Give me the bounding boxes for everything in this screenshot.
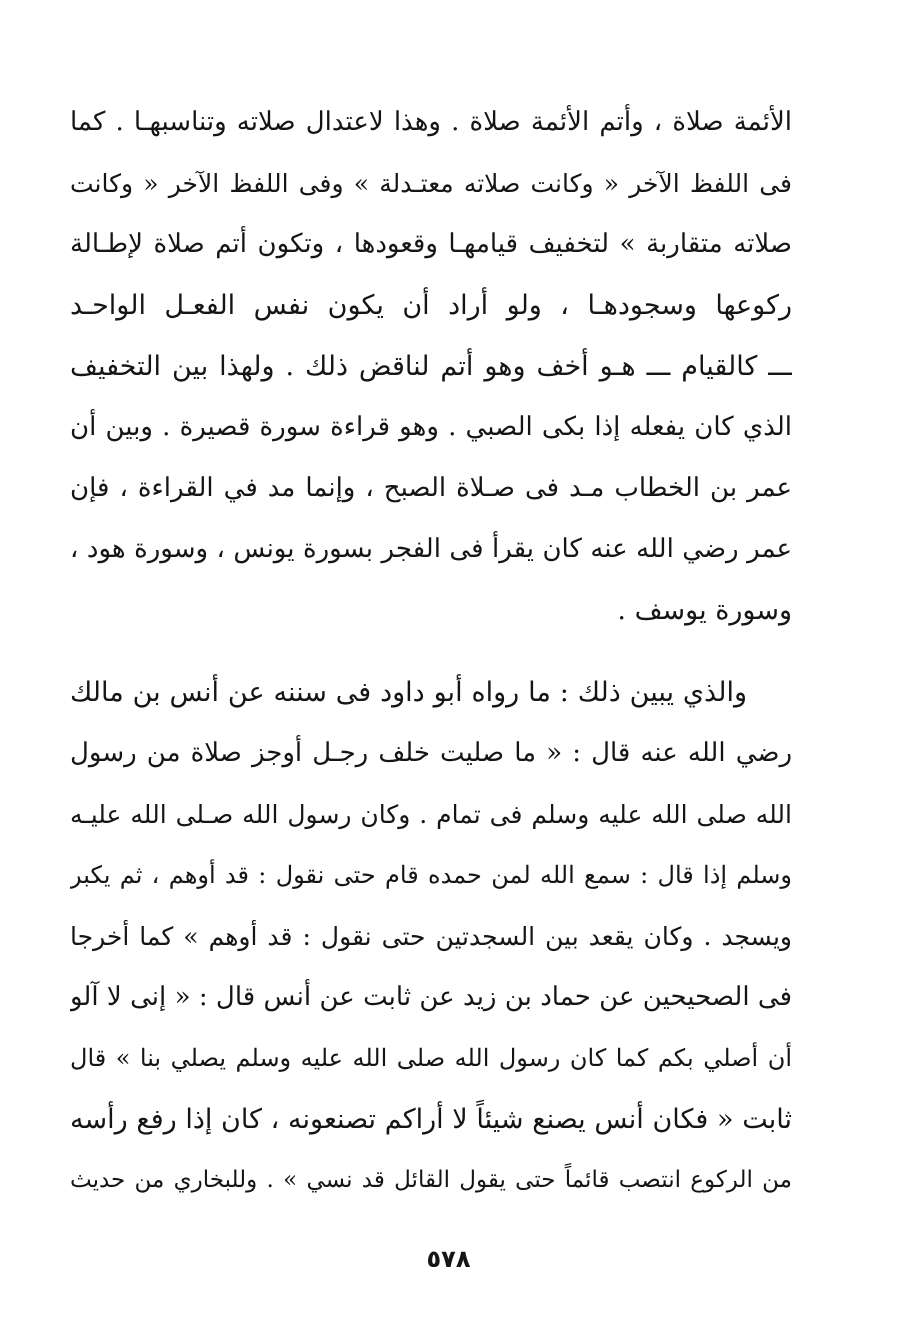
text-line: الله صلى الله عليه وسلم فى تمام . وكان رسول الله صـلى الله عليـه: [70, 800, 792, 829]
text-line: من الركوع انتصب قائماً حتى يقول القائل قد نسي » . وللبخاري من حديث: [70, 1167, 792, 1193]
paragraph-1: [70, 92, 792, 641]
paragraph-2: [70, 662, 792, 1211]
text-line: فى الصحيحين عن حماد بن زيد عن ثابت عن أنس قال : « إنى لا آلو: [70, 982, 792, 1012]
text-line: فى اللفظ الآخر « وكانت صلاته معتـدلة » وفى اللفظ الآخر « وكانت: [70, 169, 792, 198]
text-line: ثابت « فكان أنس يصنع شيئاً لا أراكم تصنعونه ، كان إذا رفع رأسه: [70, 1104, 792, 1135]
text-line: ـــ كالقيام ـــ هـو أخف وهو أتم لناقض ذلك . ولهذا بين التخفيف: [70, 351, 792, 382]
text-line: الذي كان يفعله إذا بكى الصبي . وهو قراءة سورة قصيرة . وبين أن: [70, 412, 792, 442]
text-line: وسلم إذا قال : سمع الله لمن حمده قام حتى نقول : قد أوهم ، ثم يكبر: [70, 861, 792, 889]
text-line: أن أصلي بكم كما كان رسول الله صلى الله عليه وسلم يصلي بنا » قال: [70, 1044, 792, 1072]
page-number: ٥٧٨: [426, 1245, 471, 1273]
text-line: وسورة يوسف .: [617, 595, 792, 626]
text-line: صلاته متقاربة » لتخفيف قيامهـا وقعودها ، وتكون أتم صلاة لإطـالة: [70, 229, 792, 259]
text-line: عمر رضي الله عنه كان يقرأ فى الفجر بسورة يونس ، وسورة هود ،: [70, 534, 792, 564]
text-line: رضي الله عنه قال : « ما صليت خلف رجـل أوجز صلاة من رسول: [70, 738, 792, 768]
text-line: والذي يبين ذلك : ما رواه أبو داود فى سننه عن أنس بن مالك: [70, 677, 747, 708]
text-line: ركوعها وسجودهـا ، ولو أراد أن يكون نفس الفعـل الواحـد: [70, 290, 792, 321]
text-line: عمر بن الخطاب مـد فى صـلاة الصبح ، وإنما مد في القراءة ، فإن: [70, 473, 792, 503]
text-line: ويسجد . وكان يقعد بين السجدتين حتى نقول : قد أوهم » كما أخرجا: [70, 922, 792, 951]
text-line: الأئمة صلاة ، وأتم الأئمة صلاة . وهذا لاعتدال صلاته وتناسبهـا . كما: [70, 107, 792, 137]
